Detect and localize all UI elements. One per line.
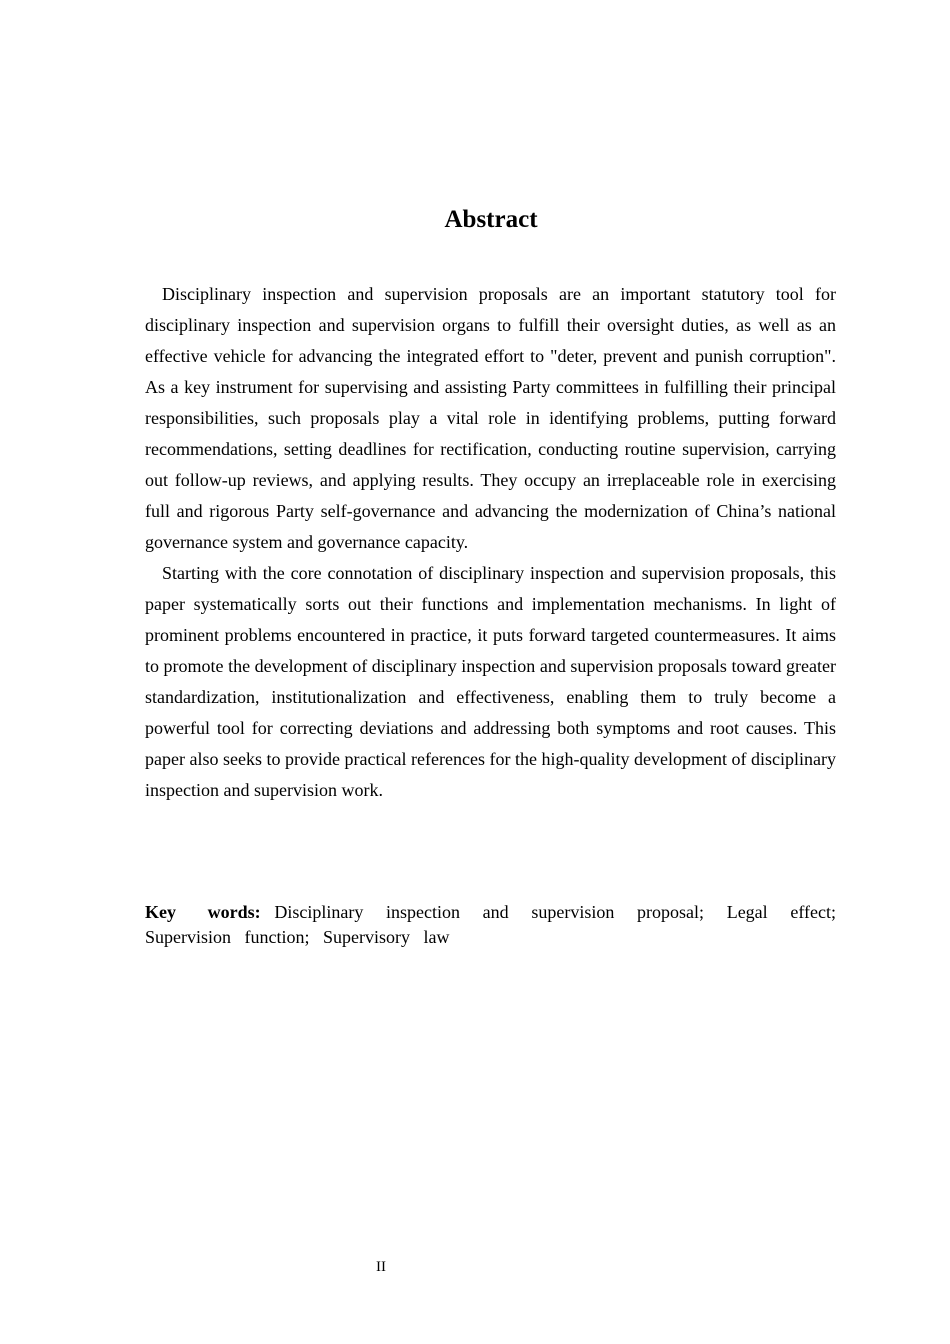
keywords-section — [145, 900, 836, 950]
page-number: II — [376, 1259, 386, 1275]
abstract-paragraph-1: Disciplinary inspection and supervision proposals are an important statutory tool for disciplinary inspection and supervision organs to fulfill their oversight duties, as well as an effective vehicle for advancing the integrated effort to "deter, prevent and punish corruption". As a key instrument for supervising and assisting Party committees in fulfilling their principal responsibilities, such proposals play a vital role in identifying problems, putting forward recommendations, setting deadlines for rectification, conducting routine supervision, carrying out follow-up reviews, and applying results. They occupy an irreplaceable role in exercising full and rigorous Party self-governance and advancing the modernization of China’s national governance system and governance capacity. — [145, 284, 836, 552]
abstract-paragraph-2: Starting with the core connotation of disciplinary inspection and supervision proposals, this paper systematically sorts out their functions and implementation mechanisms. In light of prominent problems encountered in practice, it puts forward targeted countermeasures. It aims to promote the development of disciplinary inspection and supervision proposals toward greater standardization, institutionalization and effectiveness, enabling them to truly become a powerful tool for correcting deviations and addressing both symptoms and root causes. This paper also seeks to provide practical references for the high-quality development of disciplinary inspection and supervision work. — [145, 563, 836, 800]
keywords-label: Key words: — [145, 902, 261, 922]
keywords-text: Disciplinary inspection and supervision proposal; Legal effect; Supervision function; Supervisory law — [145, 902, 836, 947]
abstract-body — [145, 279, 836, 806]
abstract-title: Abstract — [444, 206, 538, 233]
